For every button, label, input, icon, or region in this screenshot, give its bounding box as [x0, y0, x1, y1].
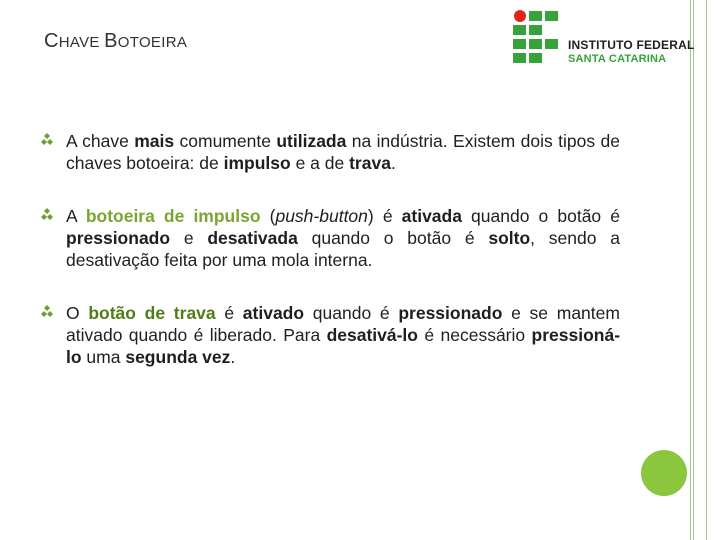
decorative-circle [641, 450, 687, 496]
decorative-line [690, 0, 691, 540]
decorative-line [693, 0, 694, 540]
diamond-bullet-icon [40, 207, 54, 221]
diamond-bullet-icon [40, 132, 54, 146]
title-rest: HAVE [58, 34, 105, 51]
slide-title [44, 30, 187, 53]
bullet-item: O botão de trava é ativado quando é pressionado e se mantem ativado quando é liberado. Para desativá-lo é necessário pressioná-lo uma segunda vez. [40, 302, 620, 368]
title-cap: B [104, 30, 118, 52]
bullet-item: A chave mais comumente utilizada na indústria. Existem dois tipos de chaves botoeira: de impulso e a de trava. [40, 130, 620, 174]
logo-text-line2: SANTA CATARINA [568, 53, 667, 65]
title-rest: OTOEIRA [117, 34, 188, 51]
decorative-line [706, 0, 707, 540]
bullet-item: A botoeira de impulso (push-button) é ativada quando o botão é pressionado e desativada quando o botão é solto, sendo a desativação feita por uma mola interna. [40, 205, 620, 271]
bullet-list [40, 130, 620, 395]
logo-text-line1: INSTITUTO FEDERAL [568, 38, 695, 52]
title-cap: C [44, 30, 59, 52]
diamond-bullet-icon [40, 304, 54, 318]
